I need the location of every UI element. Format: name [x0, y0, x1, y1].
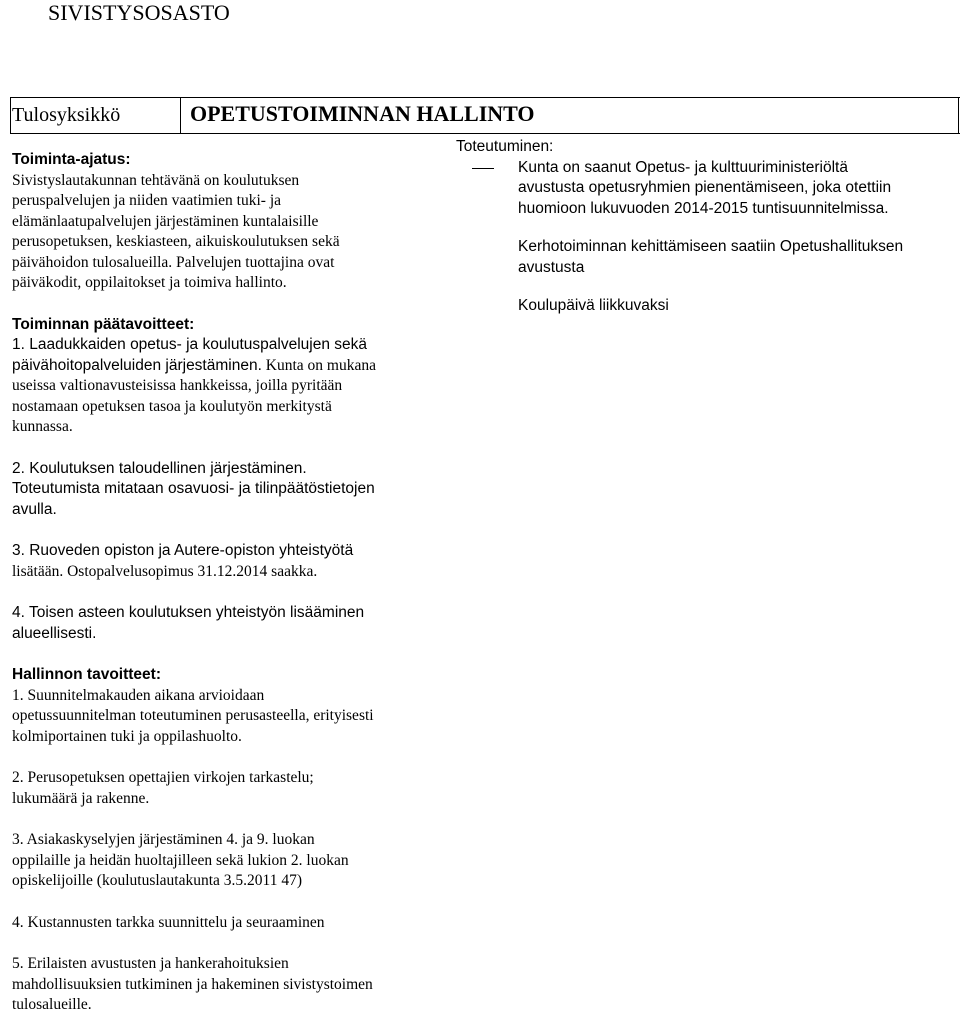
- unit-name: OPETUSTOIMINNAN HALLINTO: [190, 101, 535, 126]
- admin-line: 1. Suunnitelmakauden aikana arvioidaan: [12, 686, 265, 704]
- realization-line: Koulupäivä liikkuvaksi: [518, 297, 669, 314]
- mission-line: päiväkodit, oppilaitokset ja toimiva hallinto.: [12, 274, 287, 291]
- goal-line: kunnassa.: [12, 418, 73, 435]
- goal-line: avulla.: [12, 500, 57, 518]
- goal-line: Toteutumista mitataan osavuosi- ja tilinpäätöstietojen: [12, 480, 375, 497]
- goal-line: 2. Koulutuksen taloudellinen järjestäminen.: [12, 459, 307, 477]
- goal-line: nostamaan opetuksen tasoa ja koulutyön merkitystä: [12, 397, 332, 415]
- goal-line: useissa valtionavusteisissa hankkeissa, joilla pyritään: [12, 377, 343, 394]
- admin-line: oppilaille ja heidän huoltajilleen sekä lukion 2. luokan: [12, 851, 349, 869]
- realization-line: Kunta on saanut Opetus- ja kulttuuriministeriöltä: [518, 158, 848, 176]
- realization-item: [456, 237, 956, 278]
- goals-heading: Toiminnan päätavoitteet:: [12, 315, 195, 333]
- table-divider: [180, 97, 181, 133]
- unit-label: Tulosyksikkö: [12, 104, 121, 126]
- realization-heading: Toteutuminen:: [456, 138, 554, 155]
- admin-line: 5. Erilaisten avustusten ja hankerahoituksien: [12, 955, 289, 972]
- goal-line-part: Kunta on mukana: [261, 356, 376, 374]
- admin-line: lukumäärä ja rakenne.: [12, 789, 150, 807]
- goal-line: lisätään. Ostopalvelusopimus 31.12.2014 saakka.: [12, 562, 318, 580]
- admin-line: opiskelijoille (koulutuslautakunta 3.5.2011 47): [12, 872, 303, 889]
- table-top-border: [10, 97, 960, 98]
- admin-heading: Hallinnon tavoitteet:: [12, 666, 161, 683]
- realization-item: [456, 296, 956, 317]
- table-left-border: [10, 97, 11, 133]
- mission-line: päivähoidon tulosalueilla. Palvelujen tuottajina ovat: [12, 253, 335, 271]
- left-column: [12, 150, 442, 1016]
- table-right-border: [958, 97, 959, 133]
- goal-line: 3. Ruoveden opiston ja Autere-opiston yhteistyötä: [12, 542, 354, 559]
- goal-line: [12, 356, 442, 377]
- realization-line: huomioon lukuvuoden 2014-2015 tuntisuunnitelmissa.: [518, 199, 889, 217]
- admin-line: 2. Perusopetuksen opettajien virkojen tarkastelu;: [12, 769, 314, 786]
- admin-line: 4. Kustannusten tarkka suunnittelu ja seuraaminen: [12, 913, 325, 931]
- mission-line: peruspalvelujen ja niiden vaatimien tuki- ja: [12, 192, 282, 209]
- right-column: [456, 137, 956, 317]
- admin-line: 3. Asiakaskyselyjen järjestäminen 4. ja 9. luokan: [12, 831, 315, 848]
- admin-line: tulosalueille.: [12, 996, 92, 1013]
- admin-line: opetussuunnitelman toteutuminen perusasteella, erityisesti: [12, 707, 374, 724]
- department-title: SIVISTYSOSASTO: [48, 0, 230, 25]
- goal-line: 4. Toisen asteen koulutuksen yhteistyön lisääminen: [12, 604, 365, 621]
- admin-line: kolmiportainen tuki ja oppilashuolto.: [12, 727, 242, 745]
- mission-line: perusopetuksen, keskiasteen, aikuiskoulutuksen sekä: [12, 233, 340, 250]
- goal-line-part: päivähoitopalveluiden järjestäminen.: [12, 356, 262, 374]
- mission-heading: Toiminta-ajatus:: [12, 151, 131, 168]
- realization-item: [456, 158, 956, 220]
- table-bottom-border: [10, 133, 960, 134]
- realization-line: Kerhotoiminnan kehittämiseen saatiin Opetushallituksen: [518, 238, 904, 255]
- admin-line: mahdollisuuksien tutkiminen ja hakeminen sivistystoimen: [12, 975, 373, 993]
- realization-line: avustusta: [518, 258, 585, 276]
- dash-bullet-icon: [472, 168, 494, 169]
- goal-line: alueellisesti.: [12, 624, 97, 642]
- mission-line: Sivistyslautakunnan tehtävänä on koulutuksen: [12, 171, 300, 189]
- mission-line: elämänlaatupalvelujen järjestäminen kuntalaisille: [12, 212, 319, 230]
- goal-line: 1. Laadukkaiden opetus- ja koulutuspalvelujen sekä: [12, 336, 368, 353]
- realization-line: avustusta opetusryhmien pienentämiseen, joka otettiin: [518, 179, 892, 196]
